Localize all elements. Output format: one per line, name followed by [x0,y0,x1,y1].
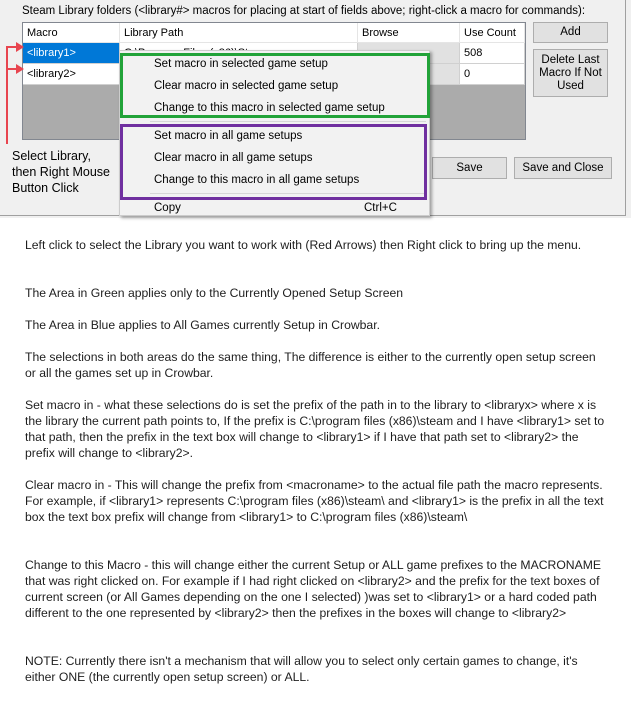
paragraph: Set macro in - what these selections do is set the prefix of the path in to the library to <libraryx> where x is the library the current path points to, If the prefix is C:\program files (x86)\steam and I have <library1> set to that path, then the prefix in the text box will change to <library1> if I have that path set to <library2> the prefix will change to <library2>. [25,398,605,460]
menu-item-clear-macro-selected[interactable]: Clear macro in selected game setup [154,80,339,92]
window-border [625,0,626,216]
paragraph: NOTE: Currently there isn't a mechanism that will allow you to select only certain games to change, it's either ONE (the currently open setup screen) or ALL. [25,654,578,684]
menu-item-change-macro-selected[interactable]: Change to this macro in selected game setup [154,102,385,114]
use-count-cell: 0 [460,64,525,85]
column-header-macro[interactable]: Macro [23,23,120,43]
menu-item-set-macro-all[interactable]: Set macro in all game setups [154,130,303,142]
add-button[interactable]: Add [533,22,608,43]
macro-cell-library2[interactable]: <library2> [23,64,120,85]
menu-item-copy[interactable]: Copy [154,202,181,214]
column-header-library-path[interactable]: Library Path [120,23,358,43]
group-title: Steam Library folders (<library#> macros for placing at start of fields above; right-click a macro for commands): [22,5,586,17]
copy-shortcut: Ctrl+C [364,202,397,214]
red-arrow-head-icon [16,42,24,52]
column-header-browse[interactable]: Browse [358,23,460,43]
delete-last-macro-button[interactable]: Delete Last Macro If Not Used [533,49,608,97]
paragraph: The Area in Blue applies to All Games currently Setup in Crowbar. [25,318,380,332]
annotation-note: Select Library, then Right Mouse Button Click [12,149,110,195]
paragraph: Clear macro in - This will change the prefix from <macroname> to the actual file path the macro represents. For example, if <library1> represents C:\program files (x86)\steam\ and <library1> is the prefix in all the text box the text box prefix will change from <library1> to C:\program files (x86)\steam\ [25,478,604,524]
purple-highlight-box [120,124,427,200]
red-arrow-line [6,46,8,144]
paragraph: The Area in Green applies only to the Currently Opened Setup Screen [25,286,404,300]
column-header-use-count[interactable]: Use Count [460,23,525,43]
paragraph: Change to this Macro - this will change either the current Setup or ALL game prefixes to the MACRONAME that was right clicked on. For example if I had right clicked on <library2> and the prefix for the text boxes of current screen (or All Games depending on the one I selected) )was set to <library1> or a hard coded path different to the one represented by <library2> then the prefixes in the boxes will change to <library2> [25,558,602,620]
save-and-close-button[interactable]: Save and Close [514,157,612,179]
macro-cell-library1[interactable]: <library1> [23,43,120,64]
red-arrow-head-icon [16,64,24,74]
paragraph: Left click to select the Library you want to work with (Red Arrows) then Right click to bring up the menu. [25,238,582,252]
use-count-cell: 508 [460,43,525,64]
green-highlight-box [120,53,430,118]
menu-item-set-macro-selected[interactable]: Set macro in selected game setup [154,58,328,70]
menu-separator [150,121,426,122]
paragraph: The selections in both areas do the same thing, The difference is either to the currently open setup screen or all the games set up in Crowbar. [25,350,596,380]
menu-item-clear-macro-all[interactable]: Clear macro in all game setups [154,152,313,164]
save-button[interactable]: Save [432,157,507,179]
menu-item-change-macro-all[interactable]: Change to this macro in all game setups [154,174,360,186]
